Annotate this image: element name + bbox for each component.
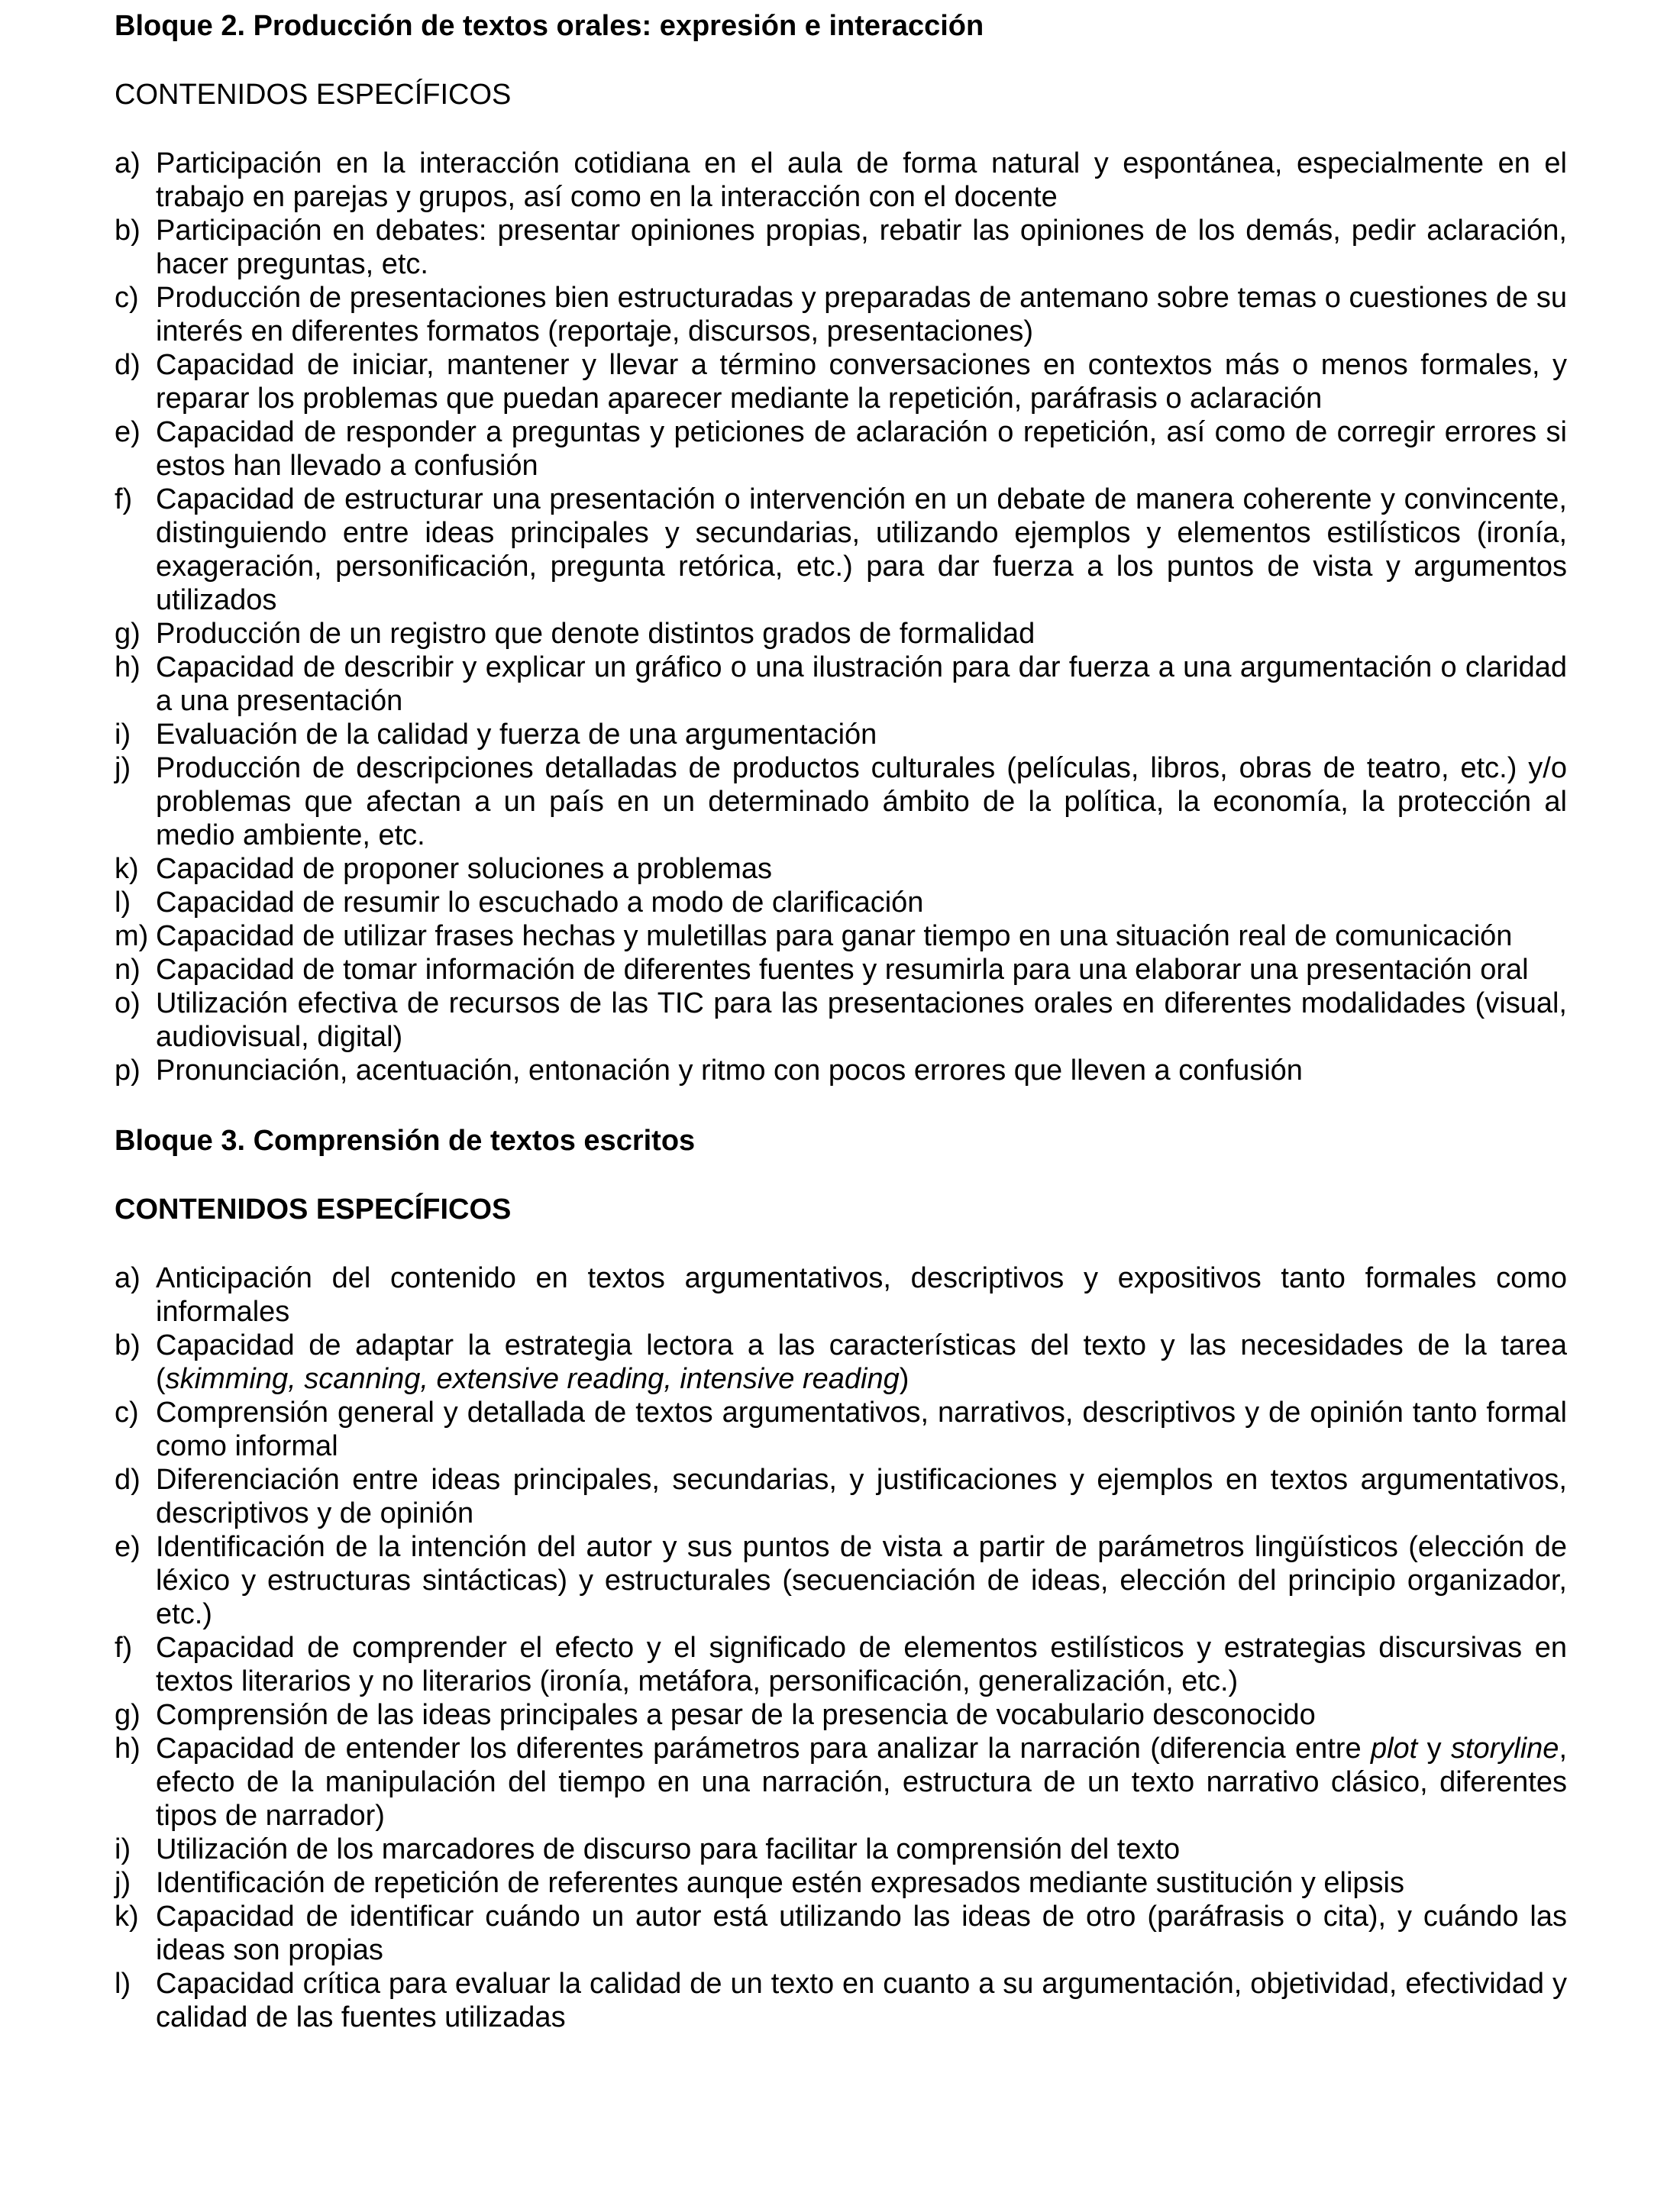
list-item-marker: a) — [115, 147, 141, 179]
document-section — [115, 1124, 1567, 2034]
section-subtitle: CONTENIDOS ESPECÍFICOS — [115, 79, 512, 111]
list-item-text — [156, 886, 1567, 919]
list-item-marker: j) — [115, 1867, 131, 1899]
list-item — [115, 1900, 1567, 1967]
list-item — [115, 1698, 1567, 1732]
list-item — [115, 886, 1567, 919]
list-item-marker: g) — [115, 1699, 141, 1731]
list-item — [115, 987, 1567, 1054]
text-segment: Evaluación de la calidad y fuerza de una argumentación — [156, 719, 877, 751]
text-segment: plot — [1370, 1733, 1418, 1765]
list-item-marker: e) — [115, 416, 141, 448]
text-segment: Capacidad de tomar información de diferentes fuentes y resumirla para una elaborar una presentación oral — [156, 954, 1529, 986]
list-item — [115, 415, 1567, 483]
list-item-marker: d) — [115, 349, 141, 381]
list-item-text — [156, 751, 1567, 852]
list-item — [115, 718, 1567, 751]
list-item-marker: a) — [115, 1262, 141, 1294]
text-segment: Diferenciación entre ideas principales, secundarias, y justificaciones y ejemplos en textos argumentativos, descriptivos y de opinión — [156, 1464, 1567, 1529]
list-item-marker: g) — [115, 618, 141, 650]
list-item-text — [156, 1530, 1567, 1631]
list-item — [115, 281, 1567, 348]
list-item-text — [156, 718, 1567, 751]
list-item-text — [156, 348, 1567, 415]
list-item-marker: e) — [115, 1531, 141, 1563]
list-item-text — [156, 1631, 1567, 1698]
text-segment: Capacidad crítica para evaluar la calidad de un texto en cuanto a su argumentación, objetividad, efectividad y calidad de las fuentes utilizadas — [156, 1968, 1567, 2033]
list-item-marker: c) — [115, 1397, 139, 1429]
list-item-marker: n) — [115, 954, 141, 986]
list-item-text — [156, 1261, 1567, 1329]
list-item-text — [156, 651, 1567, 718]
list-item — [115, 1833, 1567, 1866]
text-segment: Capacidad de responder a preguntas y peticiones de aclaración o repetición, así como de corregir errores si estos han llevado a confusión — [156, 416, 1567, 482]
text-segment: storyline — [1450, 1733, 1559, 1765]
section-title: Bloque 2. Producción de textos orales: expresión e interacción — [115, 10, 984, 42]
list-item-text — [156, 147, 1567, 214]
text-segment: Anticipación del contenido en textos argumentativos, descriptivos y expositivos tanto formales como informales — [156, 1262, 1567, 1328]
text-segment: Capacidad de iniciar, mantener y llevar a término conversaciones en contextos más o menos formales, y reparar los problemas que puedan aparecer mediante la repetición, paráfrasis o aclaración — [156, 349, 1567, 415]
list-item-marker: p) — [115, 1055, 141, 1087]
list-item — [115, 1396, 1567, 1463]
list-item-marker: c) — [115, 282, 139, 314]
list-item-text — [156, 1698, 1567, 1732]
list-item — [115, 953, 1567, 987]
text-segment: Capacidad de comprender el efecto y el significado de elementos estilísticos y estrategias discursivas en textos literarios y no literarios (ironía, metáfora, personificación, generalización, etc.) — [156, 1632, 1567, 1697]
text-segment: Utilización efectiva de recursos de las TIC para las presentaciones orales en diferentes modalidades (visual, audiovisual, digital) — [156, 987, 1567, 1053]
text-segment: y — [1417, 1733, 1451, 1765]
text-segment: Capacidad de proponer soluciones a problemas — [156, 853, 772, 885]
list-item — [115, 1631, 1567, 1698]
list-item — [115, 852, 1567, 886]
text-segment: Capacidad de identificar cuándo un autor está utilizando las ideas de otro (paráfrasis o cita), y cuándo las ideas son propias — [156, 1901, 1567, 1966]
list-item-text — [156, 214, 1567, 281]
text-segment: Capacidad de adaptar la estrategia lectora a las características del texto y las necesidades de la tarea ( — [156, 1329, 1567, 1395]
list-item — [115, 1732, 1567, 1833]
list-item-text — [156, 415, 1567, 483]
list-item — [115, 1967, 1567, 2034]
list-item-marker: i) — [115, 719, 131, 751]
list-item — [115, 651, 1567, 718]
list-item — [115, 147, 1567, 214]
item-list — [115, 1261, 1567, 2034]
list-item — [115, 214, 1567, 281]
list-item-marker: o) — [115, 987, 141, 1019]
text-segment: Participación en debates: presentar opiniones propias, rebatir las opiniones de los demás, pedir aclaración, hacer preguntas, etc. — [156, 215, 1567, 280]
text-segment: Identificación de la intención del autor y sus puntos de vista a partir de parámetros lingüísticos (elección de léxico y estructuras sintácticas) y estructurales (secuenciación de ideas, elección del principio organizador, etc.) — [156, 1531, 1567, 1630]
list-item-marker: k) — [115, 853, 139, 885]
list-item — [115, 617, 1567, 651]
list-item-text — [156, 919, 1567, 953]
text-segment: Identificación de repetición de referentes aunque estén expresados mediante sustitución y elipsis — [156, 1867, 1405, 1899]
list-item — [115, 1261, 1567, 1329]
list-item-marker: b) — [115, 1329, 141, 1361]
list-item — [115, 1463, 1567, 1530]
list-item-marker: i) — [115, 1833, 131, 1865]
text-segment: skimming, scanning, extensive reading, intensive reading — [165, 1363, 900, 1395]
list-item — [115, 483, 1567, 617]
list-item-text — [156, 1866, 1567, 1900]
text-segment: Capacidad de describir y explicar un gráfico o una ilustración para dar fuerza a una argumentación o claridad a una presentación — [156, 651, 1567, 717]
list-item — [115, 751, 1567, 852]
list-item-text — [156, 617, 1567, 651]
item-list — [115, 147, 1567, 1087]
list-item-marker: h) — [115, 651, 141, 683]
list-item — [115, 1054, 1567, 1087]
document-content — [115, 9, 1567, 2034]
list-item-marker: j) — [115, 752, 131, 784]
list-item-text — [156, 1900, 1567, 1967]
text-segment: Producción de un registro que denote distintos grados de formalidad — [156, 618, 1035, 650]
list-item — [115, 919, 1567, 953]
list-item-text — [156, 1732, 1567, 1833]
text-segment: Participación en la interacción cotidiana en el aula de forma natural y espontánea, especialmente en el trabajo en parejas y grupos, así como en la interacción con el docente — [156, 147, 1567, 213]
list-item-text — [156, 1833, 1567, 1866]
list-item-text — [156, 1054, 1567, 1087]
list-item-text — [156, 987, 1567, 1054]
text-segment: Capacidad de utilizar frases hechas y muletillas para ganar tiempo en una situación real de comunicación — [156, 920, 1513, 952]
list-item-text — [156, 953, 1567, 987]
list-item-marker: l) — [115, 1968, 131, 2000]
section-title: Bloque 3. Comprensión de textos escritos — [115, 1125, 696, 1157]
text-segment: , efecto de la manipulación del tiempo en una narración, estructura de un texto narrativo clásico, diferentes tipos de narrador) — [156, 1733, 1567, 1832]
list-item-marker: k) — [115, 1901, 139, 1933]
text-segment: Producción de presentaciones bien estructuradas y preparadas de antemano sobre temas o cuestiones de su interés en diferentes formatos (reportaje, discursos, presentaciones) — [156, 282, 1567, 347]
text-segment: ) — [899, 1363, 909, 1395]
text-segment: Comprensión de las ideas principales a pesar de la presencia de vocabulario desconocido — [156, 1699, 1316, 1731]
section-subtitle: CONTENIDOS ESPECÍFICOS — [115, 1193, 512, 1226]
document-section — [115, 9, 1567, 1087]
list-item-text — [156, 1329, 1567, 1396]
list-item-marker: b) — [115, 215, 141, 247]
text-segment: Utilización de los marcadores de discurso para facilitar la comprensión del texto — [156, 1833, 1181, 1865]
list-item-marker: d) — [115, 1464, 141, 1496]
text-segment: Pronunciación, acentuación, entonación y ritmo con pocos errores que lleven a confusión — [156, 1055, 1303, 1087]
text-segment: Capacidad de resumir lo escuchado a modo de clarificación — [156, 887, 924, 919]
list-item — [115, 1530, 1567, 1631]
text-segment: Capacidad de estructurar una presentación o intervención en un debate de manera coherente y convincente, distinguiendo entre ideas principales y secundarias, utilizando ejemplos y elementos estilísticos (ironía, exageración, personificación, pregunta retórica, etc.) para dar fuerza a los puntos de vista y argumentos utilizados — [156, 483, 1567, 616]
list-item-text — [156, 1396, 1567, 1463]
list-item — [115, 1866, 1567, 1900]
list-item-text — [156, 1463, 1567, 1530]
list-item-marker: f) — [115, 483, 133, 515]
list-item — [115, 348, 1567, 415]
list-item-text — [156, 281, 1567, 348]
list-item-text — [156, 1967, 1567, 2034]
list-item — [115, 1329, 1567, 1396]
list-item-text — [156, 852, 1567, 886]
text-segment: Producción de descripciones detalladas de productos culturales (películas, libros, obras de teatro, etc.) y/o problemas que afectan a un país en un determinado ámbito de la política, la economía, la protección al medio ambiente, etc. — [156, 752, 1567, 851]
text-segment: Comprensión general y detallada de textos argumentativos, narrativos, descriptivos y de opinión tanto formal como informal — [156, 1397, 1567, 1462]
text-segment: Capacidad de entender los diferentes parámetros para analizar la narración (diferencia entre — [156, 1733, 1371, 1765]
list-item-text — [156, 483, 1567, 617]
list-item-marker: h) — [115, 1733, 141, 1765]
list-item-marker: m) — [115, 920, 149, 952]
list-item-marker: l) — [115, 887, 131, 919]
list-item-marker: f) — [115, 1632, 133, 1664]
